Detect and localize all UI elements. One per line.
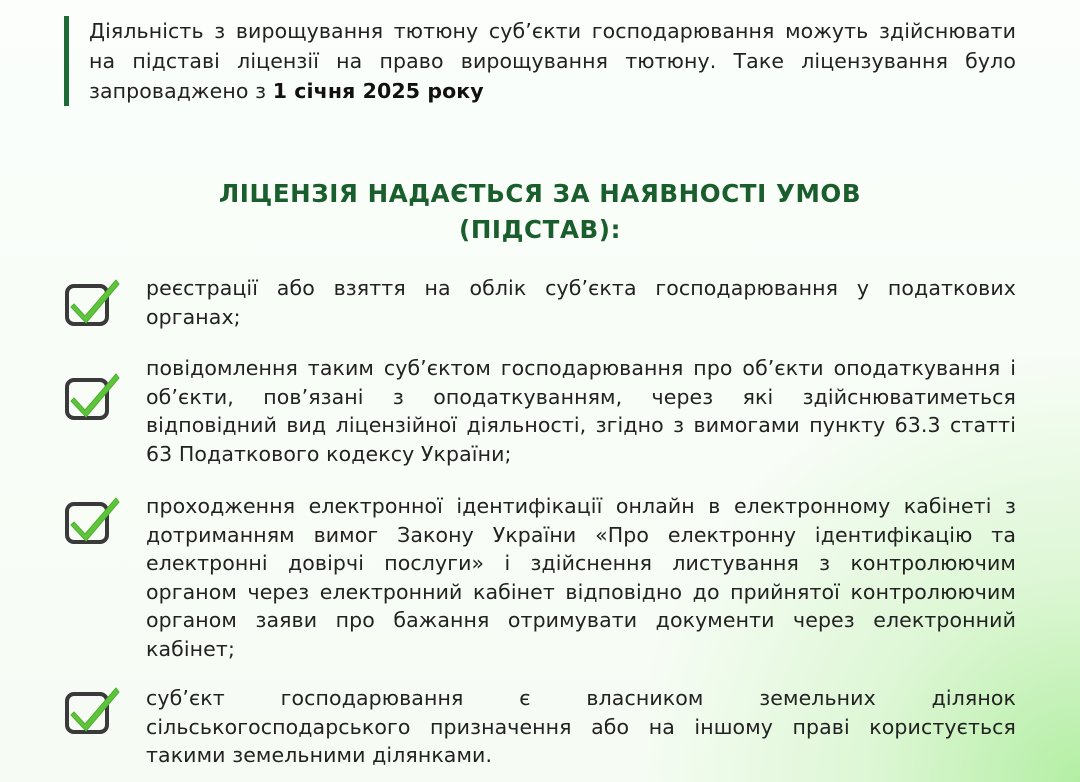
checkmark-icon: [64, 684, 122, 736]
intro-paragraph: [89, 16, 1016, 106]
checkmark-icon: [64, 370, 122, 422]
section-heading-line-2: (ПІДСТАВ):: [459, 215, 621, 244]
condition-text: суб’єкт господарювання є власником земельних ділянок сільськогосподарського призначення або на іншому праві користується такими земельними ділянками.: [146, 686, 1016, 767]
checkmark-icon: [64, 494, 122, 546]
condition-text: проходження електронної ідентифікації онлайн в електронному кабінеті з дотриманням вимог Закону України «Про електронну ідентифікацію та електронні довірчі послуги» і здійснення листування з контролюючим органом через електронний кабінет відповідно до прийнятої контролюючим органом заяви про бажання отримувати документи через електронний кабінет;: [146, 494, 1016, 661]
intro-date-highlight: 1 січня 2025 року: [272, 79, 484, 103]
intro-text: Діяльність з вирощування тютюну суб’єкти господарювання можуть здійснювати на підставі ліцензії на право вирощування тютюну. Таке ліцензування було запроваджено з: [89, 19, 1016, 103]
condition-text: реєстрації або взяття на облік суб’єкта господарювання у податкових органах;: [146, 276, 1016, 329]
intro-block: [64, 16, 1016, 106]
section-heading: [90, 176, 990, 248]
condition-text: повідомлення таким суб’єктом господарювання про об’єкти оподаткування і об’єкти, пов’язані з оподаткуванням, через які здійснюватиметься відповідний вид ліцензійної діяльності, згідно з вимогами пункту 63.3 статті 63 Податкового кодексу України;: [146, 356, 1016, 466]
section-heading-line-1: ЛІЦЕНЗІЯ НАДАЄТЬСЯ ЗА НАЯВНОСТІ УМОВ: [218, 179, 862, 208]
checkmark-icon: [64, 276, 122, 328]
